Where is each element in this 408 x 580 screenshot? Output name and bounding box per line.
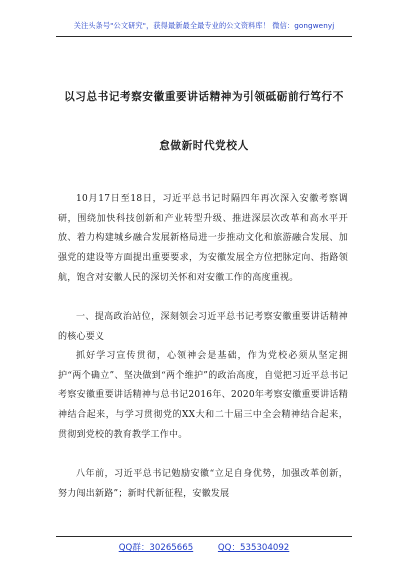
footer-qq[interactable]: QQ：535304092 — [217, 543, 290, 553]
paragraph-text: 10月17日至18日，习近平总书记时隔四年再次深入安徽考察调研，围绕加快科技创新和产业转型升级、推进深层次改革和高水平开放、着力构建城乡融合发展新格局进一步推动文化和旅游融合发展、加强党的建设等方面提出重要要求，为安徽发展全方位把脉定向、指路领航，饱含对安徽人民的深切关怀和对安徽工作的高度重视。 — [58, 194, 348, 283]
footer-contacts — [0, 541, 408, 553]
paragraph-intro — [58, 190, 348, 289]
header-note: 关注头条号"公文研究"，获得最新最全最专业的公文资料库！ 微信：gongwenyj — [73, 21, 335, 30]
footer-divider — [56, 536, 352, 537]
paragraph-text: 八年前，习近平总书记勉励安徽“立足自身优势，加强改革创新，努力闯出新路”；新时代新征程，安徽发展 — [58, 469, 348, 499]
paragraph-text: 抓好学习宣传贯彻，心领神会是基础，作为党校必须从坚定拥护“两个确立”、坚决做到“两个维护”的政治高度，自觉把习近平总书记考察安徽重要讲话精神与总书记2016年、2020年考察安徽重要讲话精神结合起来，与学习贯彻党的XX大和二十届三中全会精神结合起来，贯彻到党校的教育教学工作中。 — [58, 351, 348, 440]
section-heading-text: 一、提高政治站位，深刻领会习近平总书记考察安徽重要讲话精神的核心要义 — [58, 312, 348, 342]
header-divider — [56, 36, 352, 37]
paragraph-continued — [58, 465, 348, 504]
document-title-line-1: 以习总书记考察安徽重要讲话精神为引领砥砺前行笃行不 — [64, 91, 344, 103]
document-title-line-2: 怠做新时代党校人 — [159, 140, 249, 152]
paragraph-body — [58, 347, 348, 446]
footer-qq-group[interactable]: QQ群：30265665 — [118, 543, 194, 553]
paragraph-section-heading — [58, 308, 348, 347]
